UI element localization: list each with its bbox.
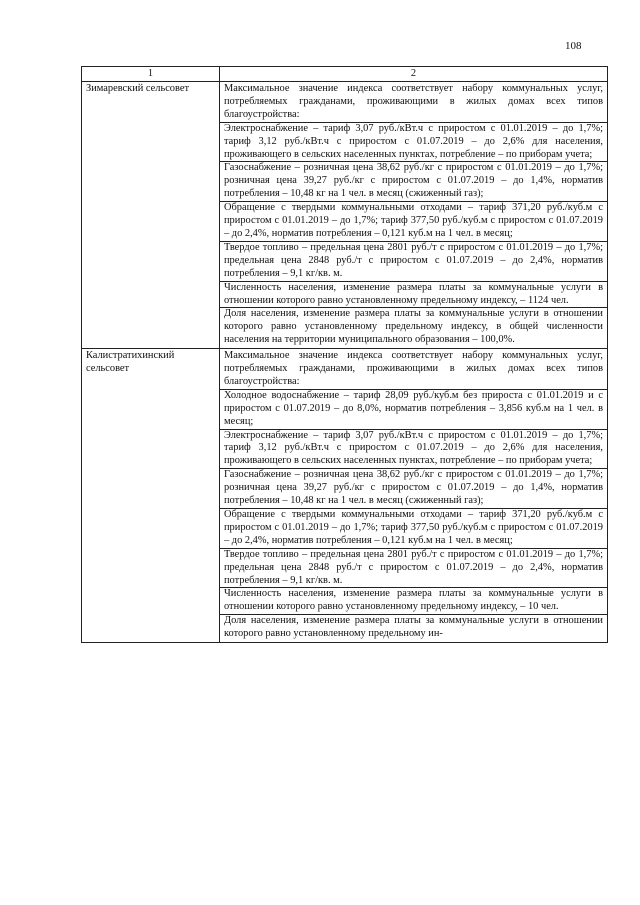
paragraph: Численность населения, изменение размера платы за коммунальные услуги в отношении которого равно установленному предельному индексу, – 1124 чел.	[220, 281, 607, 308]
table-row-kalistratikhinsky	[82, 349, 608, 643]
paragraph: Доля населения, изменение размера платы за коммунальные услуги в отношении которого равно установленному предельному ин-	[220, 614, 607, 641]
paragraph: Электроснабжение – тариф 3,07 руб./кВт.ч с приростом с 01.01.2019 – до 1,7%; тариф 3,12 руб./кВт.ч с приростом с 01.07.2019 – до 2,6% для населения, проживающего в сельских населенных пунктах, потребление – по приборам учета;	[220, 429, 607, 469]
paragraph: Обращение с твердыми коммунальными отходами – тариф 371,20 руб./куб.м с приростом с 01.01.2019 – до 1,7%; тариф 377,50 руб./куб.м с приростом с 01.07.2019 – до 2,4%, норматив потребления – 0,121 куб.м на 1 чел. в месяц;	[220, 508, 607, 548]
paragraph: Твердое топливо – предельная цена 2801 руб./т с приростом с 01.01.2019 – до 1,7%; предельная цена 2848 руб./т с приростом с 01.07.2019 – до 2,4%, норматив потребления – 9,1 кг/кв. м.	[220, 548, 607, 588]
paragraph: Максимальное значение индекса соответствует набору коммунальных услуг, потребляемых гражданами, проживающими в жилых домах всех типов благоустройства:	[224, 350, 603, 387]
table-header-row	[82, 67, 608, 82]
municipality-name: Калистратихинский сельсовет	[82, 349, 220, 643]
paragraph: Доля населения, изменение размера платы за коммунальные услуги в отношении которого равно установленному предельному индексу, в общей численности населения на территории муниципального образования – 100,0%.	[220, 307, 607, 347]
paragraph: Максимальное значение индекса соответствует набору коммунальных услуг, потребляемых гражданами, проживающими в жилых домах всех типов благоустройства:	[224, 83, 603, 120]
paragraph: Холодное водоснабжение – тариф 28,09 руб./куб.м без прироста с 01.01.2019 и с приростом с 01.07.2019 – до 8,0%, норматив потребления – 3,856 куб.м на 1 чел. в месяц;	[220, 389, 607, 429]
municipality-name: Зимаревский сельсовет	[82, 82, 220, 349]
table-row-zimarevsky	[82, 82, 608, 349]
paragraph: Электроснабжение – тариф 3,07 руб./кВт.ч с приростом с 01.01.2019 – до 1,7%; тариф 3,12 руб./кВт.ч с приростом с 01.07.2019 – до 2,6% для населения, проживающего в сельских населенных пунктах, потребление – по приборам учета;	[220, 122, 607, 162]
row-content	[220, 82, 608, 349]
paragraph: Газоснабжение – розничная цена 38,62 руб./кг с приростом с 01.01.2019 – до 1,7%; розничная цена 39,27 руб./кг с приростом с 01.07.2019 – до 1,4%, норматив потребления – 10,48 кг на 1 чел. в месяц (сжиженный газ);	[220, 468, 607, 508]
paragraph: Численность населения, изменение размера платы за коммунальные услуги в отношении которого равно установленному предельному индексу, – 10 чел.	[220, 587, 607, 614]
row-content	[220, 349, 608, 643]
page-number: 108	[565, 40, 582, 52]
paragraph: Твердое топливо – предельная цена 2801 руб./т с приростом с 01.01.2019 – до 1,7%; предельная цена 2848 руб./т с приростом с 01.07.2019 – до 2,4%, норматив потребления – 9,1 кг/кв. м.	[220, 241, 607, 281]
paragraph: Газоснабжение – розничная цена 38,62 руб./кг с приростом с 01.01.2019 – до 1,7%; розничная цена 39,27 руб./кг с приростом с 01.07.2019 – до 1,4%, норматив потребления – 10,48 кг на 1 чел. в месяц (сжиженный газ);	[220, 161, 607, 201]
index-table	[81, 66, 608, 643]
column-header-1: 1	[82, 67, 220, 82]
paragraph: Обращение с твердыми коммунальными отходами – тариф 371,20 руб./куб.м с приростом с 01.01.2019 – до 1,7%; тариф 377,50 руб./куб.м с приростом с 01.07.2019 – до 2,4%, норматив потребления – 0,121 куб.м на 1 чел. в месяц;	[220, 201, 607, 241]
column-header-2: 2	[220, 67, 608, 82]
